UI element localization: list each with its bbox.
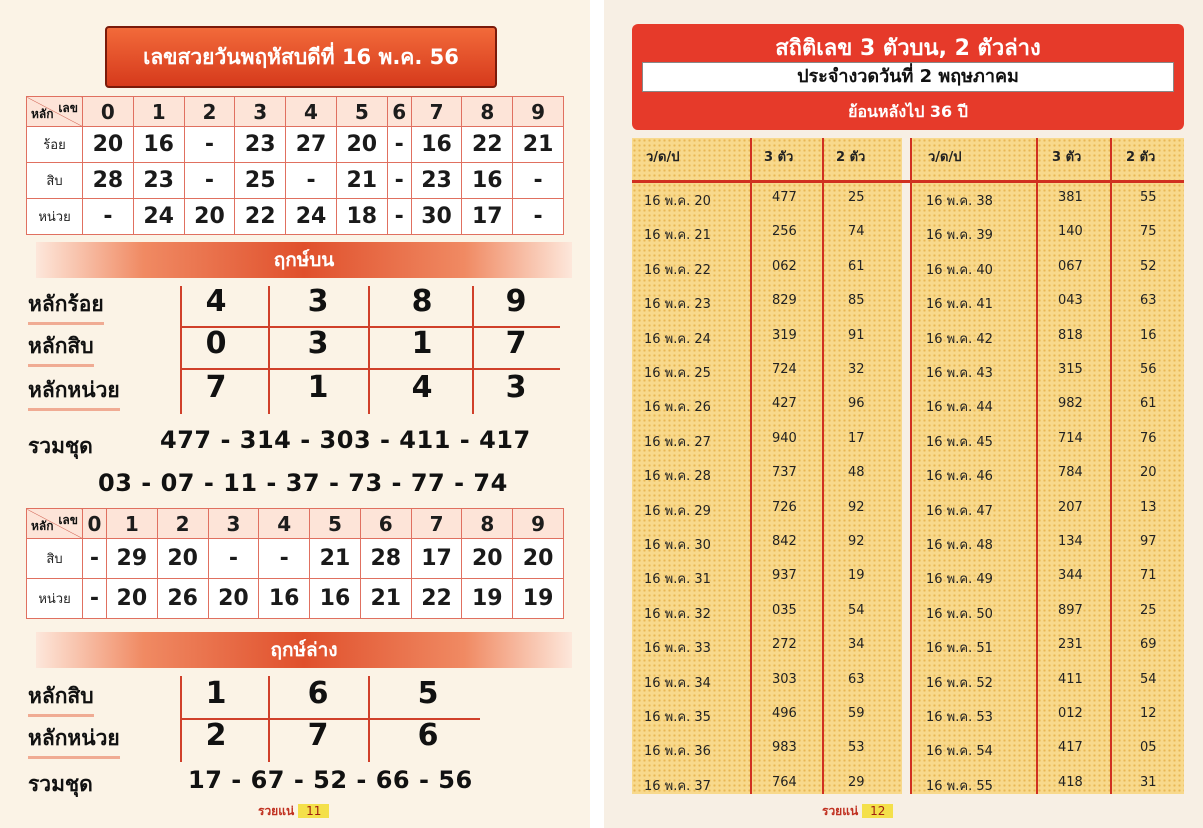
three-digit-result: 140 [1058,224,1083,240]
col-header-date-left: ว/ด/ป [646,150,680,165]
three-digit-result: 319 [772,327,797,343]
digit-header: 9 [513,509,564,539]
auspicious-number: 5 [417,676,439,711]
draw-date: 16 พ.ค. 30 [644,538,711,553]
two-digit-result: 61 [1140,396,1157,412]
auspicious-number: 4 [411,370,433,405]
position-label: หลักร้อย [28,288,104,321]
grid-row [27,163,564,199]
three-digit-result: 062 [772,258,797,274]
table-row [632,390,1184,424]
row-label: สิบ [27,539,83,579]
table-row [632,597,1184,631]
grid-cell: 25 [235,163,286,199]
draw-date: 16 พ.ค. 25 [644,366,711,381]
three-digit-result: 315 [1058,362,1083,377]
grid-cell: 29 [106,539,157,579]
draw-date: 16 พ.ค. 42 [926,331,993,347]
col-header-three-right: 3 ตัว [1052,150,1082,165]
three-digit-result: 818 [1058,327,1083,343]
two-digit-result: 12 [1140,706,1157,721]
grid-cell: 19 [462,579,513,619]
auspicious-number: 1 [411,326,433,361]
grid-cell: 20 [106,579,157,619]
grid-cell: - [513,163,564,199]
draw-date: 16 พ.ค. 51 [926,641,993,657]
grid-cell: - [387,127,411,163]
grid-cell: 28 [83,163,134,199]
draw-date: 16 พ.ค. 26 [644,400,711,416]
auspicious-number: 1 [307,370,329,405]
digit-header: 3 [208,509,259,539]
auspicious-number: 3 [307,326,329,361]
three-digit-result: 842 [772,534,797,549]
two-digit-result: 63 [848,671,865,687]
digit-header: 2 [184,97,235,127]
grid-cell: - [83,579,107,619]
three-digit-result: 344 [1058,568,1083,584]
lower-sum-line: 17 - 67 - 52 - 66 - 56 [188,766,473,794]
draw-date: 16 พ.ค. 43 [926,366,993,381]
grid-cell: 16 [259,579,310,619]
auspicious-number: 2 [205,718,227,753]
grid-cell: 20 [336,127,387,163]
col-header-two-right: 2 ตัว [1126,150,1156,165]
grid-cell: 30 [411,199,462,235]
grid-row [27,579,564,619]
three-digit-result: 012 [1058,706,1083,721]
draw-date: 16 พ.ค. 44 [926,400,993,416]
two-digit-result: 20 [1140,465,1157,481]
grid-cell: 19 [513,579,564,619]
auspicious-number: 4 [205,284,227,319]
three-digit-result: 134 [1058,534,1083,549]
grid-cell: - [184,127,235,163]
three-digit-result: 477 [772,190,797,205]
page-number: 11 [298,804,329,818]
two-digit-result: 71 [1140,568,1157,584]
three-digit-result: 982 [1058,396,1083,412]
two-digit-result: 16 [1140,327,1157,343]
two-digit-result: 29 [848,774,865,790]
grid-header-row [27,509,564,539]
table-row [632,287,1184,321]
draw-date: 16 พ.ค. 38 [926,194,993,209]
two-digit-result: 63 [1140,293,1157,309]
grid-row [27,539,564,579]
position-label: หลักหน่วย [28,722,120,755]
auspicious-number: 0 [205,326,227,361]
auspicious-number: 7 [307,718,329,753]
grid-cell: 16 [462,163,513,199]
digit-header: 9 [513,97,564,127]
digit-header: 8 [462,97,513,127]
two-digit-result: 34 [848,637,865,653]
two-digit-result: 91 [848,327,865,343]
grid-cell: 22 [235,199,286,235]
two-digit-result: 76 [1140,430,1157,446]
grid-cell: 23 [235,127,286,163]
two-digit-result: 97 [1140,534,1157,549]
two-digit-result: 25 [1140,602,1157,618]
grid-cell: 17 [462,199,513,235]
grid-header-row [27,97,564,127]
table-row [632,769,1184,803]
col-header-three-left: 3 ตัว [764,150,794,165]
grid-cell: 20 [462,539,513,579]
table-row [632,631,1184,665]
grid-cell: 20 [184,199,235,235]
grid-row [27,199,564,235]
table-row [632,459,1184,493]
auspicious-number: 3 [505,370,527,405]
draw-date: 16 พ.ค. 32 [644,606,711,622]
stats-title: สถิติเลข 3 ตัวบน, 2 ตัวล่าง [775,36,1041,61]
two-digit-result: 69 [1140,637,1157,653]
three-digit-result: 897 [1058,602,1083,618]
three-digit-result: 427 [772,396,797,412]
two-digit-result: 25 [848,190,865,205]
grid-cell: 24 [286,199,337,235]
three-digit-result: 940 [772,430,797,446]
grid-cell: - [83,199,134,235]
corner-top-label: เลข [58,101,78,115]
three-digit-result: 784 [1058,465,1083,481]
row-label: หน่วย [27,199,83,235]
three-digit-result: 417 [1058,740,1083,756]
three-digit-result: 035 [772,602,797,618]
digit-header: 8 [462,509,513,539]
position-label: หลักสิบ [28,680,94,713]
draw-date: 16 พ.ค. 48 [926,538,993,553]
two-digit-result: 52 [1140,258,1157,274]
footer-brand: รวยแน่ [258,804,295,818]
two-digit-result: 92 [848,499,865,515]
stats-subtitle: ประจำงวดวันที่ 2 พฤษภาคม [642,62,1174,92]
two-digit-result: 54 [1140,671,1157,687]
draw-date: 16 พ.ค. 23 [644,297,711,313]
grid-cell: 16 [411,127,462,163]
draw-date: 16 พ.ค. 34 [644,675,711,691]
corner-top-label: เลข [58,513,78,527]
three-digit-result: 411 [1058,671,1083,687]
auspicious-number: 9 [505,284,527,319]
three-digit-result: 714 [1058,430,1083,446]
table-row [632,666,1184,700]
draw-date: 16 พ.ค. 39 [926,228,993,244]
draw-date: 16 พ.ค. 35 [644,710,711,725]
two-digit-result: 31 [1140,774,1157,790]
grid-cell: 20 [513,539,564,579]
two-digit-result: 54 [848,602,865,618]
three-digit-result: 496 [772,706,797,721]
table-row [632,322,1184,356]
footer-brand: รวยแน่ [822,804,859,818]
upper-auspicious-band: ฤกษ์บน [36,242,572,278]
draw-date: 16 พ.ค. 41 [926,297,993,313]
draw-date: 16 พ.ค. 50 [926,606,993,622]
grid-cell: - [83,539,107,579]
grid-cell: 21 [336,163,387,199]
grid-cell: 27 [286,127,337,163]
two-digit-result: 53 [848,740,865,756]
two-digit-result: 75 [1140,224,1157,240]
three-digit-result: 231 [1058,637,1083,653]
stats-header [632,24,1184,130]
grid-cell: 20 [208,579,259,619]
grid-corner [27,97,83,127]
draw-date: 16 พ.ค. 45 [926,434,993,450]
stats-table [632,138,1184,794]
table-row [632,253,1184,287]
digit-header: 7 [411,97,462,127]
grid-cell: - [513,199,564,235]
position-label: หลักหน่วย [28,374,120,407]
digit-header: 1 [133,97,184,127]
three-digit-result: 303 [772,671,797,687]
auspicious-number: 1 [205,676,227,711]
upper-sum-label: รวมชุด [28,434,93,458]
table-row [632,528,1184,562]
grid-cell: 22 [462,127,513,163]
grid-cell: 20 [83,127,134,163]
grid-cell: 16 [133,127,184,163]
auspicious-number: 6 [307,676,329,711]
digit-header: 0 [83,509,107,539]
draw-date: 16 พ.ค. 47 [926,503,993,519]
lower-sum-label: รวมชุด [28,772,93,796]
three-digit-result: 764 [772,774,797,790]
grid-cell: 17 [411,539,462,579]
two-digit-result: 19 [848,568,865,584]
digit-header: 4 [259,509,310,539]
draw-date: 16 พ.ค. 54 [926,744,993,760]
grid-cell: 21 [513,127,564,163]
two-digit-result: 74 [848,224,865,240]
two-digit-result: 61 [848,258,865,274]
table-row [632,425,1184,459]
grid-corner [27,509,83,539]
draw-date: 16 พ.ค. 31 [644,572,711,588]
two-digit-result: 55 [1140,190,1157,205]
three-digit-result: 067 [1058,258,1083,274]
upper-sum-line-1: 477 - 314 - 303 - 411 - 417 [160,426,531,454]
digit-header: 2 [157,509,208,539]
three-digit-result: 937 [772,568,797,584]
draw-date: 16 พ.ค. 40 [926,262,993,278]
draw-date: 16 พ.ค. 36 [644,744,711,760]
draw-date: 16 พ.ค. 28 [644,469,711,485]
draw-date: 16 พ.ค. 53 [926,710,993,725]
row-label: หน่วย [27,579,83,619]
draw-date: 16 พ.ค. 46 [926,469,993,485]
digit-header: 3 [235,97,286,127]
page-number: 12 [862,804,893,818]
draw-date: 16 พ.ค. 52 [926,675,993,691]
three-digit-result: 726 [772,499,797,515]
three-digit-result: 983 [772,740,797,756]
draw-date: 16 พ.ค. 33 [644,641,711,657]
stats-range: ย้อนหลังไป 36 ปี [848,102,968,121]
digit-frequency-table-lower [26,508,564,619]
digit-header: 5 [336,97,387,127]
table-row [632,218,1184,252]
two-digit-result: 56 [1140,362,1157,377]
col-header-date-right: ว/ด/ป [928,150,962,165]
table-row [632,562,1184,596]
draw-date: 16 พ.ค. 55 [926,778,993,794]
three-digit-result: 381 [1058,190,1083,205]
left-page-title: เลขสวยวันพฤหัสบดีที่ 16 พ.ค. 56 [105,26,497,88]
col-header-two-left: 2 ตัว [836,150,866,165]
right-page-footer [822,802,893,821]
right-page [604,0,1203,828]
draw-date: 16 พ.ค. 37 [644,778,711,794]
digit-header: 1 [106,509,157,539]
two-digit-result: 17 [848,430,865,446]
grid-cell: 21 [310,539,361,579]
position-label: หลักสิบ [28,330,94,363]
two-digit-result: 92 [848,534,865,549]
three-digit-result: 737 [772,465,797,481]
two-digit-result: 85 [848,293,865,309]
three-digit-result: 043 [1058,293,1083,309]
draw-date: 16 พ.ค. 29 [644,503,711,519]
grid-row [27,127,564,163]
grid-cell: - [184,163,235,199]
digit-header: 7 [411,509,462,539]
lower-auspicious-band: ฤกษ์ล่าง [36,632,572,668]
left-page [0,0,590,828]
auspicious-number: 3 [307,284,329,319]
grid-cell: - [259,539,310,579]
table-row [632,700,1184,734]
three-digit-result: 418 [1058,774,1083,790]
table-row [632,184,1184,218]
two-digit-result: 05 [1140,740,1157,756]
auspicious-number: 6 [417,718,439,753]
draw-date: 16 พ.ค. 27 [644,434,711,450]
grid-cell: 28 [360,539,411,579]
three-digit-result: 272 [772,637,797,653]
row-label: สิบ [27,163,83,199]
grid-cell: - [387,199,411,235]
draw-date: 16 พ.ค. 22 [644,262,711,278]
table-row [632,494,1184,528]
digit-header: 0 [83,97,134,127]
two-digit-result: 96 [848,396,865,412]
auspicious-number: 8 [411,284,433,319]
auspicious-number: 7 [505,326,527,361]
digit-header: 5 [310,509,361,539]
three-digit-result: 207 [1058,499,1083,515]
grid-cell: 23 [133,163,184,199]
draw-date: 16 พ.ค. 21 [644,228,711,244]
table-row [632,356,1184,390]
row-label: ร้อย [27,127,83,163]
two-digit-result: 13 [1140,499,1157,515]
two-digit-result: 59 [848,706,865,721]
draw-date: 16 พ.ค. 20 [644,194,711,209]
three-digit-result: 724 [772,362,797,377]
grid-cell: 18 [336,199,387,235]
table-row [632,734,1184,768]
draw-date: 16 พ.ค. 24 [644,331,711,347]
digit-header: 6 [387,97,411,127]
left-page-footer [258,802,329,821]
two-digit-result: 32 [848,362,865,377]
grid-cell: - [286,163,337,199]
digit-frequency-table-upper [26,96,564,235]
digit-header: 4 [286,97,337,127]
grid-cell: 22 [411,579,462,619]
grid-cell: 24 [133,199,184,235]
digit-header: 6 [360,509,411,539]
auspicious-number: 7 [205,370,227,405]
grid-cell: 20 [157,539,208,579]
draw-date: 16 พ.ค. 49 [926,572,993,588]
grid-cell: 21 [360,579,411,619]
corner-bottom-label: หลัก [31,519,54,533]
upper-sum-line-2: 03 - 07 - 11 - 37 - 73 - 77 - 74 [98,469,508,497]
grid-cell: 26 [157,579,208,619]
three-digit-result: 256 [772,224,797,240]
grid-cell: - [387,163,411,199]
three-digit-result: 829 [772,293,797,309]
two-digit-result: 48 [848,465,865,481]
grid-cell: 16 [310,579,361,619]
grid-cell: 23 [411,163,462,199]
corner-bottom-label: หลัก [31,107,54,121]
grid-cell: - [208,539,259,579]
